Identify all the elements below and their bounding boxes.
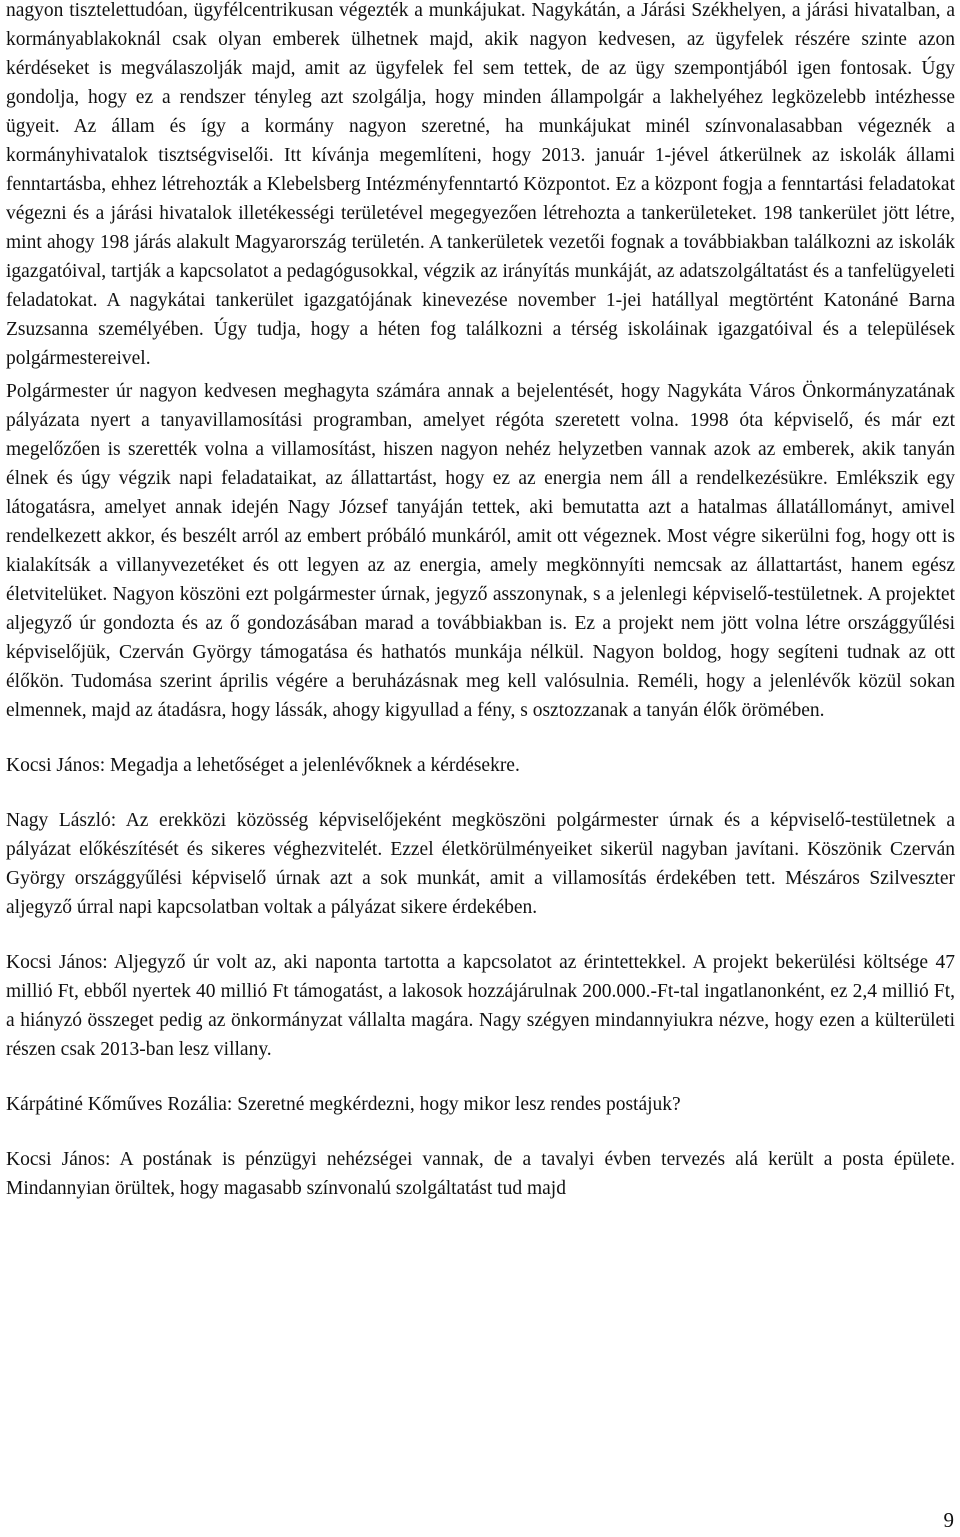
paragraph-3: Kocsi János: Megadja a lehetőséget a jelenlévőknek a kérdésekre. [6, 755, 520, 776]
paragraph-1: nagyon tisztelettudóan, ügyfélcentrikusan végezték a munkájukat. Nagykátán, a Járási Székhelyen, a járási hivatalban, a kormányablakoknál csak olyan emberek ülhetnek majd, akik nagyon kedvesen, az ügyfelek részére szinte azon kérdéseket is megválaszolják majd, amit az ügyfelek fel sem tettek, de az ügy szempontjából igen fontosak. Úgy gondolja, hogy ez a rendszer tényleg azt szolgálja, hogy minden állampolgár a lakhelyéhez legközelebb intézhesse ügyeit. Az állam és így a kormány nagyon szeretné, ha munkájukat minél színvonalasabban végeznék a kormányhivatalok tisztségviselői. Itt kívánja megemlíteni, hogy 2013. január 1-jével átkerülnek az iskolák állami fenntartásba, ehhez létrehozták a Klebelsberg Intézményfenntartó Központot. Ez a központ fogja a fenntartási feladatokat végezni és a járási hivatalok illetékességi területével megegyezően létrehozta a tankerületeket. 198 tankerület jött létre, mint ahogy 198 járás alakult Magyarország területén. A tankerületek vezetői fognak a továbbiakban találkozni az iskolák igazgatóival, tartják a kapcsolatot a pedagógusokkal, végzik az irányítás munkáját, az adatszolgáltatást és a tanfelügyeleti feladatokat. A nagykátai tankerület igazgatójának kinevezése november 1-jei hatállyal megtörtént Katonáné Barna Zsuzsanna személyében. Úgy tudja, hogy a héten fog találkozni a térség iskoláinak igazgatóival és a települések polgármestereivel. [6, 0, 955, 369]
paragraph-6: Kárpátiné Kőműves Rozália: Szeretné megkérdezni, hogy mikor lesz rendes postájuk? [6, 1094, 681, 1115]
page-number: 9 [943, 1508, 954, 1532]
paragraph-4: Nagy László: Az erekközi közösség képviselőjeként megköszöni polgármester úrnak és a képviselő-testületnek a pályázat előkészítését és sikeres véghezvitelét. Ezzel életkörülményeiket sikerül nagyban javítani. Köszönik Czerván György országgyűlési képviselő úrnak azt a sok munkát, amit a villamosítás érdekében tett. Mészáros Szilveszter aljegyző úrral napi kapcsolatban voltak a pályázat sikere érdekében. [6, 810, 955, 918]
paragraph-5: Kocsi János: Aljegyző úr volt az, aki naponta tartotta a kapcsolatot az érintettekkel. A projekt bekerülési költsége 47 millió Ft, ebből nyertek 40 millió Ft támogatást, a lakosok hozzájárulnak 200.000.-Ft-tal ingatlanonként, ez 2,4 millió Ft, a hiányzó összeget pedig az önkormányzat vállalta magára. Nagy szégyen mindannyiukra nézve, hogy ezen a külterületi részen csak 2013-ban lesz villany. [6, 952, 955, 1060]
paragraph-2: Polgármester úr nagyon kedvesen meghagyta számára annak a bejelentését, hogy Nagykáta Város Önkormányzatának pályázata nyert a tanyavillamosítási programban, amelyet régóta szeretett volna. 1998 óta képviselő, és már ezt megelőzően is szerették volna a villamosítást, hiszen nagyon nehéz helyzetben vannak azok az emberek, akik tanyán élnek és úgy végzik napi feladataikat, az állattartást, hogy ez az energia nem áll a rendelkezésükre. Emlékszik egy látogatásra, amelyet annak idején Nagy József tanyáján tettek, aki bemutatta azt a hatalmas állatállományt, amivel rendelkezett akkor, és beszélt arról az embert próbáló munkáról, amit ott végeznek. Most végre sikerülni fog, hogy ott is kialakítsák a villanyvezetéket és ott legyen az az energia, amely megkönnyíti nemcsak az állattartást, hanem egész életvitelüket. Nagyon köszöni ezt polgármester úrnak, jegyző asszonynak, s a jelenlegi képviselő-testületnek. A projektet aljegyző úr gondozta és az ő gondozásában marad a továbbiakban is. Ez a projekt nem jött volna létre országgyűlési képviselőjük, Czerván György támogatása és hathatós munkája nélkül. Nagyon boldog, hogy segíteni tudnak az ott élőkön. Tudomása szerint április végére a beruházásnak meg kell valósulnia. Reméli, hogy a jelenlévők közül sokan elmennek, majd az átadásra, hogy lássák, ahogy kigyullad a fény, s osztozzanak a tanyán élők örömében. [6, 381, 955, 721]
document-page [6, 0, 955, 1203]
paragraph-7: Kocsi János: A postának is pénzügyi nehézségei vannak, de a tavalyi évben tervezés alá került a posta épülete. Mindannyian örültek, hogy magasabb színvonalú szolgáltatást tud majd [6, 1149, 955, 1199]
